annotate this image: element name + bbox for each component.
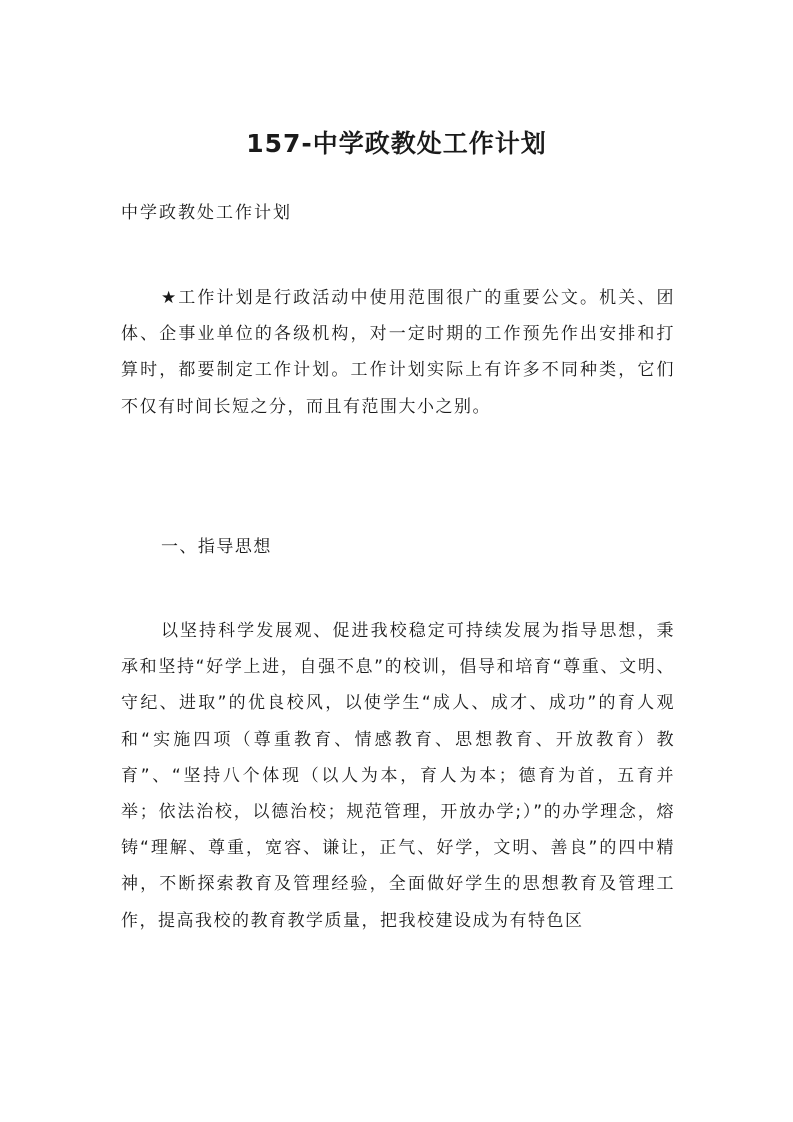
guiding-thought-paragraph: 以坚持科学发展观、促进我校稳定可持续发展为指导思想，秉承和坚持“好学上进，自强不息”的校训，倡导和培育“尊重、文明、守纪、进取”的优良校风，以使学生“成人、成才、成功”的育人观和“实施四项（尊重教育、情感教育、思想教育、开放教育）教育”、“坚持八个体现（以人为本，育人为本；德育为首，五育并举；依法治校，以德治校；规范管理，开放办学;）”的办学理念，熔铸“理解、尊重，宽容、谦让，正气、好学，文明、善良”的四中精神，不断探索教育及管理经验，全面做好学生的思想教育及管理工作，提高我校的教育教学质量，把我校建设成为有特色区 [121, 621, 675, 931]
document-subtitle: 中学政教处工作计划 [121, 203, 292, 223]
intro-paragraph: ★工作计划是行政活动中使用范围很广的重要公文。机关、团体、企事业单位的各级机构，对一定时期的工作预先作出安排和打算时，都要制定工作计划。工作计划实际上有许多不同种类，它们不仅有时间长短之分，而且有范围大小之别。 [121, 288, 675, 417]
section-heading: 一、指导思想 [160, 537, 272, 557]
document-title: 157-中学政教处工作计划 [246, 129, 547, 158]
